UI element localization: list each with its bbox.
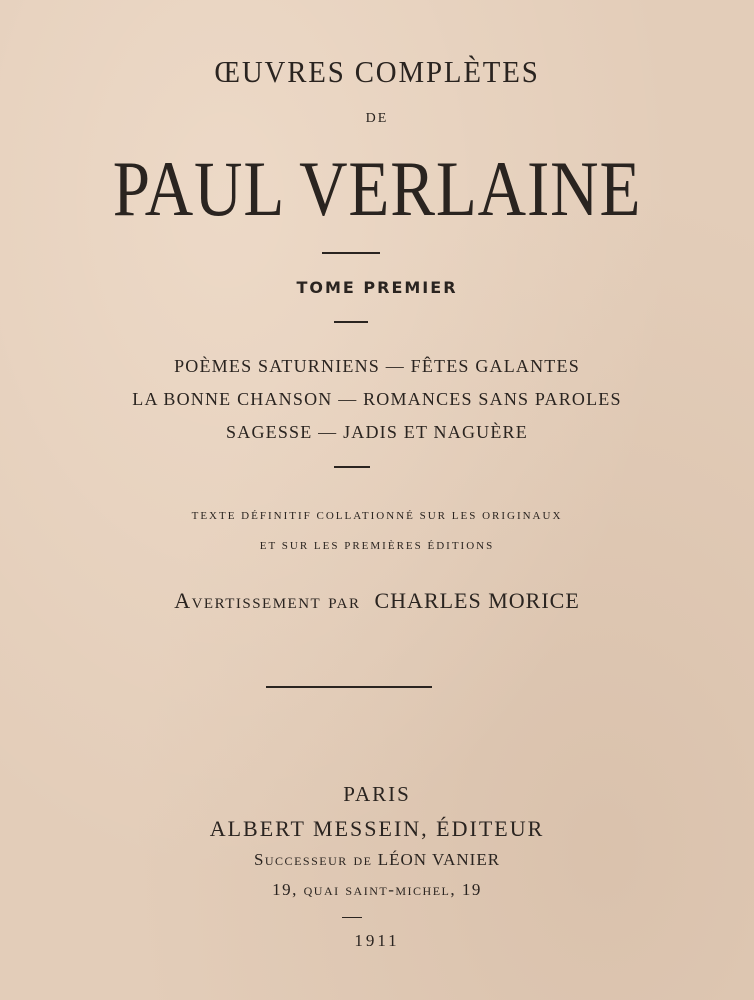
publication-year: 1911 — [354, 931, 400, 950]
divider-rule — [334, 321, 368, 323]
publisher-address — [0, 881, 754, 898]
divider-rule — [266, 686, 432, 688]
divider-rule — [342, 917, 362, 918]
author-name: PAUL VERLAINE — [112, 145, 642, 232]
address-number-left: 19, — [272, 880, 298, 899]
text-note-2: ET SUR LES PREMIÈRES ÉDITIONS — [259, 540, 495, 552]
de-label: DE — [365, 111, 389, 126]
successor-line — [0, 851, 754, 868]
contents-line-1: POÈMES SATURNIENS — FÊTES GALANTES — [174, 356, 580, 376]
divider-rule — [322, 252, 380, 254]
successor-name: LÉON VANIER — [377, 850, 501, 869]
address-street: quai saint-michel, — [303, 880, 457, 899]
divider-rule — [334, 466, 370, 468]
series-title: ŒUVRES COMPLÈTES — [214, 54, 540, 89]
foreword-author: CHARLES MORICE — [374, 588, 580, 613]
publisher-name: ALBERT MESSEIN, ÉDITEUR — [209, 816, 545, 841]
foreword-label: Avertissement par — [174, 588, 361, 613]
text-note-1: TEXTE DÉFINITIF COLLATIONNÉ SUR LES ORIGINAUX — [191, 510, 563, 522]
address-number-right: 19 — [461, 880, 482, 899]
volume-label: TOME PREMIER — [296, 278, 458, 297]
contents-line-3: SAGESSE — JADIS ET NAGUÈRE — [226, 422, 528, 442]
foreword-credit — [0, 590, 754, 612]
successor-label: Successeur de — [253, 850, 373, 869]
contents-line-2: LA BONNE CHANSON — ROMANCES SANS PAROLES — [132, 389, 622, 409]
imprint-city: PARIS — [343, 782, 411, 806]
